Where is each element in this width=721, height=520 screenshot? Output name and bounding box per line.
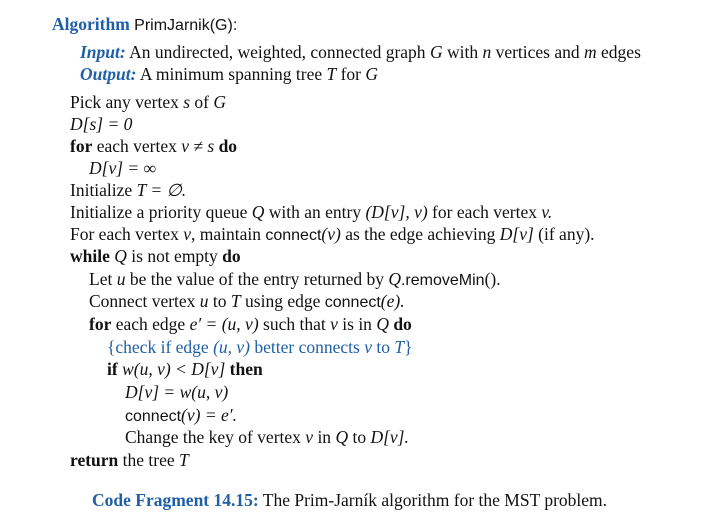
text: in (313, 427, 336, 447)
code-line-3 (70, 135, 237, 157)
input-m: m (584, 42, 597, 62)
code-line-10 (89, 290, 405, 314)
text: as the edge achieving (340, 224, 500, 244)
var-t: T (230, 291, 241, 311)
math: (v) = e′. (181, 405, 237, 425)
var-v: v. (541, 202, 553, 222)
code-line-13 (107, 358, 263, 380)
keyword-for: for (70, 136, 93, 156)
text: Connect vertex (89, 291, 200, 311)
algorithm-arg: (G): (209, 17, 238, 34)
text: each vertex (92, 136, 182, 156)
math: (e). (380, 291, 405, 311)
output-line (80, 63, 378, 85)
output-text: A minimum spanning tree (139, 64, 327, 84)
text: be the value of the entry returned by (125, 269, 389, 289)
var-v: v (183, 224, 191, 244)
output-g: G (365, 64, 379, 84)
text: to (348, 427, 371, 447)
text: (). (484, 269, 501, 289)
text: , maintain (191, 224, 266, 244)
text: of (190, 92, 214, 112)
code-line-1 (70, 91, 226, 113)
text: using edge (240, 291, 325, 311)
var-q: Q (335, 427, 349, 447)
code-line-7 (70, 223, 595, 247)
caption (92, 489, 607, 511)
code-line-15 (125, 404, 237, 428)
code-line-16 (125, 426, 409, 448)
text: (if any). (533, 224, 595, 244)
var-q: Q (388, 269, 401, 289)
math: D[v] (499, 224, 534, 244)
text: Initialize (70, 180, 137, 200)
algorithm-name: PrimJarnik (134, 17, 210, 34)
input-g: G (429, 42, 443, 62)
input-text: An undirected, weighted, connected graph (129, 42, 430, 62)
keyword-do: do (218, 136, 238, 156)
text: Change the key of vertex (125, 427, 306, 447)
code-line-17 (70, 449, 189, 471)
math: D[v] = ∞ (89, 158, 157, 178)
var-q: Q (376, 314, 389, 334)
code-line-9 (89, 268, 501, 292)
input-text-b: with (442, 42, 483, 62)
math: w(u, v) < D[v] (122, 359, 226, 379)
var-u: u (199, 291, 209, 311)
input-text-d: edges (596, 42, 641, 62)
code-comment (107, 336, 412, 358)
fn-connect: connect (125, 408, 182, 425)
math: e′ = (u, v) (189, 314, 259, 334)
code-line-5 (70, 179, 186, 201)
code-line-14 (125, 381, 228, 403)
text: Initialize a priority queue (70, 202, 252, 222)
comment-text: } (404, 337, 413, 357)
text: each edge (111, 314, 190, 334)
var-q: Q (114, 246, 127, 266)
text: Pick any vertex (70, 92, 184, 112)
keyword-do: do (393, 314, 412, 334)
math: v ≠ s (181, 136, 215, 156)
keyword-do: do (222, 246, 241, 266)
algorithm-keyword: Algorithm (52, 14, 130, 34)
text: with an entry (264, 202, 366, 222)
input-label: Input: (80, 42, 126, 62)
text: the tree (118, 450, 180, 470)
output-t: T (326, 64, 337, 84)
var-v: v (305, 427, 314, 447)
math: D[v]. (370, 427, 409, 447)
comment-text: {check if edge (107, 337, 214, 357)
caption-text: The Prim-Jarník algorithm for the MST problem. (258, 490, 608, 510)
comment-text: to (371, 337, 395, 357)
fn-connect: connect (324, 294, 381, 311)
math: D[v] = w(u, v) (125, 382, 229, 402)
text: for each vertex (427, 202, 542, 222)
var-t: T (179, 450, 189, 470)
comment-text: better connects (250, 337, 365, 357)
var-v: v (330, 314, 338, 334)
keyword-return: return (70, 450, 119, 470)
fn-connect: connect (265, 227, 322, 244)
var-t: T (394, 337, 405, 357)
input-text-c: vertices and (491, 42, 585, 62)
var-u: u (116, 269, 126, 289)
math: (D[v], v) (365, 202, 428, 222)
math: T = ∅. (136, 180, 187, 200)
var-q: Q (251, 202, 265, 222)
text: is not empty (126, 246, 223, 266)
input-line (80, 41, 641, 63)
fn-removemin: .removeMin (400, 272, 485, 289)
var-v: v (364, 337, 372, 357)
code-line-11 (89, 313, 412, 335)
math: (v) (321, 224, 341, 244)
keyword-then: then (229, 359, 263, 379)
output-text-b: for (336, 64, 366, 84)
code-line-2 (70, 113, 132, 135)
text: such that (258, 314, 331, 334)
text: For each vertex (70, 224, 184, 244)
math: D[s] = 0 (70, 114, 133, 134)
var-g: G (213, 92, 227, 112)
math: (u, v) (213, 337, 250, 357)
keyword-if: if (107, 359, 118, 379)
algorithm-header (52, 13, 237, 37)
text: is in (337, 314, 377, 334)
output-label: Output: (80, 64, 137, 84)
input-n: n (482, 42, 492, 62)
var-s: s (183, 92, 191, 112)
keyword-while: while (70, 246, 110, 266)
code-line-6 (70, 201, 552, 223)
keyword-for: for (89, 314, 112, 334)
text: Let (89, 269, 117, 289)
text: to (208, 291, 231, 311)
code-line-8 (70, 245, 241, 267)
code-line-4 (89, 157, 156, 179)
caption-label: Code Fragment 14.15: (92, 490, 259, 510)
